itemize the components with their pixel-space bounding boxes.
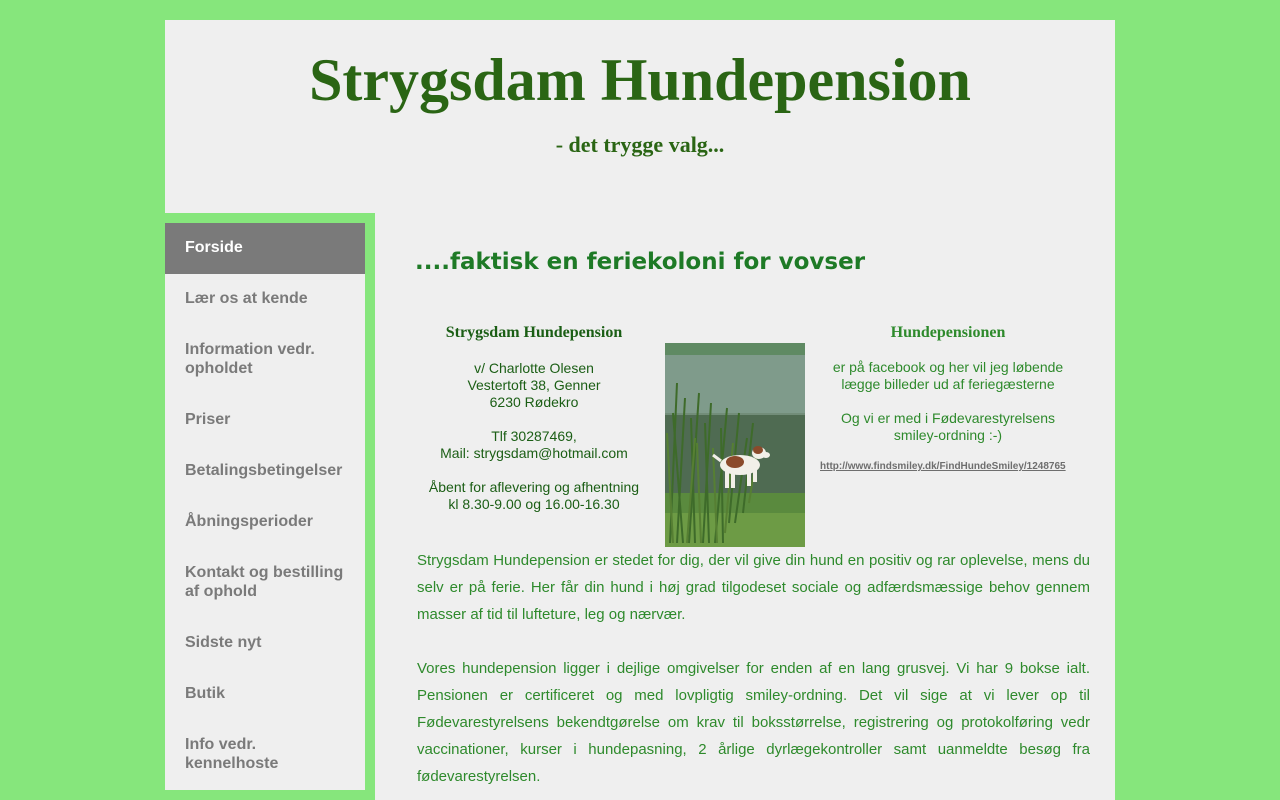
nav-item-kennelhoste[interactable]: Info vedr. kennelhoste bbox=[185, 736, 279, 772]
contact-mail: Mail: strygsdam@hotmail.com bbox=[440, 445, 628, 461]
sidebar bbox=[165, 213, 375, 800]
page-container bbox=[165, 20, 1115, 800]
contact-title: Strygsdam Hundepension bbox=[445, 324, 623, 341]
contact-owner: v/ Charlotte Olesen bbox=[474, 360, 594, 376]
intro-text bbox=[417, 547, 1090, 790]
site-tagline: - det trygge valg... bbox=[555, 132, 725, 157]
contact-block bbox=[417, 323, 651, 513]
paragraph: Strygsdam Hundepension er stedet for dig, der vil give din hund en positiv og rar oplevelse, mens du selv er på ferie. Her får din hund i høj grad tilgodeset sociale og adfærdsmæssige behov gennem masser af tid til lufteture, leg og nærvær. bbox=[417, 552, 1090, 623]
info-block bbox=[820, 323, 1073, 473]
site-header bbox=[165, 20, 1115, 213]
nav-item-forside[interactable]: Forside bbox=[165, 223, 365, 274]
smiley-text: Og vi er med i Fødevarestyrelsens smiley-ordning :-) bbox=[841, 410, 1055, 443]
nav-item-kontakt[interactable]: Kontakt og bestilling af ophold bbox=[185, 564, 344, 600]
contact-street: Vestertoft 38, Genner bbox=[467, 377, 601, 393]
dog-photo bbox=[665, 343, 805, 547]
site-title[interactable]: Strygsdam Hundepension bbox=[309, 47, 971, 113]
opening-hours-label: Åbent for aflevering og afhentning bbox=[428, 479, 640, 495]
nav-item-abningsperioder[interactable]: Åbningsperioder bbox=[185, 513, 314, 530]
smiley-link[interactable]: http://www.findsmiley.dk/FindHundeSmiley/1248765 bbox=[820, 461, 1066, 472]
contact-city: 6230 Rødekro bbox=[489, 394, 579, 410]
nav-item-priser[interactable]: Priser bbox=[185, 411, 231, 428]
info-title: Hundepensionen bbox=[890, 324, 1006, 341]
paragraph: Vores hundepension ligger i dejlige omgivelser for enden af en lang grusvej. Vi har 9 bokse ialt. Pensionen er certificeret og med lovpligtig smiley-ordning. Det vil sige at vi lever op til Fødevarestyrelsens bekendtgørelse om krav til boksstørrelse, registrering og protokolføring vedr vaccinationer, kurser i hundepasning, 2 årlige dyrlægekontroller samt uanmeldte besøg fra fødevarestyrelsen. bbox=[417, 660, 1090, 785]
main-heading: ....faktisk en feriekoloni for vovser bbox=[415, 249, 866, 275]
main-content bbox=[375, 213, 1115, 800]
facebook-text: er på facebook og her vil jeg løbende lægge billeder ud af feriegæsterne bbox=[832, 359, 1064, 392]
opening-hours: kl 8.30-9.00 og 16.00-16.30 bbox=[448, 496, 620, 512]
nav-item-sidste-nyt[interactable]: Sidste nyt bbox=[185, 634, 262, 651]
main-navigation bbox=[165, 223, 365, 790]
nav-item-information[interactable]: Information vedr. opholdet bbox=[185, 341, 315, 377]
nav-item-butik[interactable]: Butik bbox=[185, 685, 225, 702]
nav-item-betalingsbetingelser[interactable]: Betalingsbetingelser bbox=[185, 462, 343, 479]
nav-item-laer-os-at-kende[interactable]: Lær os at kende bbox=[185, 290, 308, 307]
contact-phone: Tlf 30287469, bbox=[491, 428, 577, 444]
